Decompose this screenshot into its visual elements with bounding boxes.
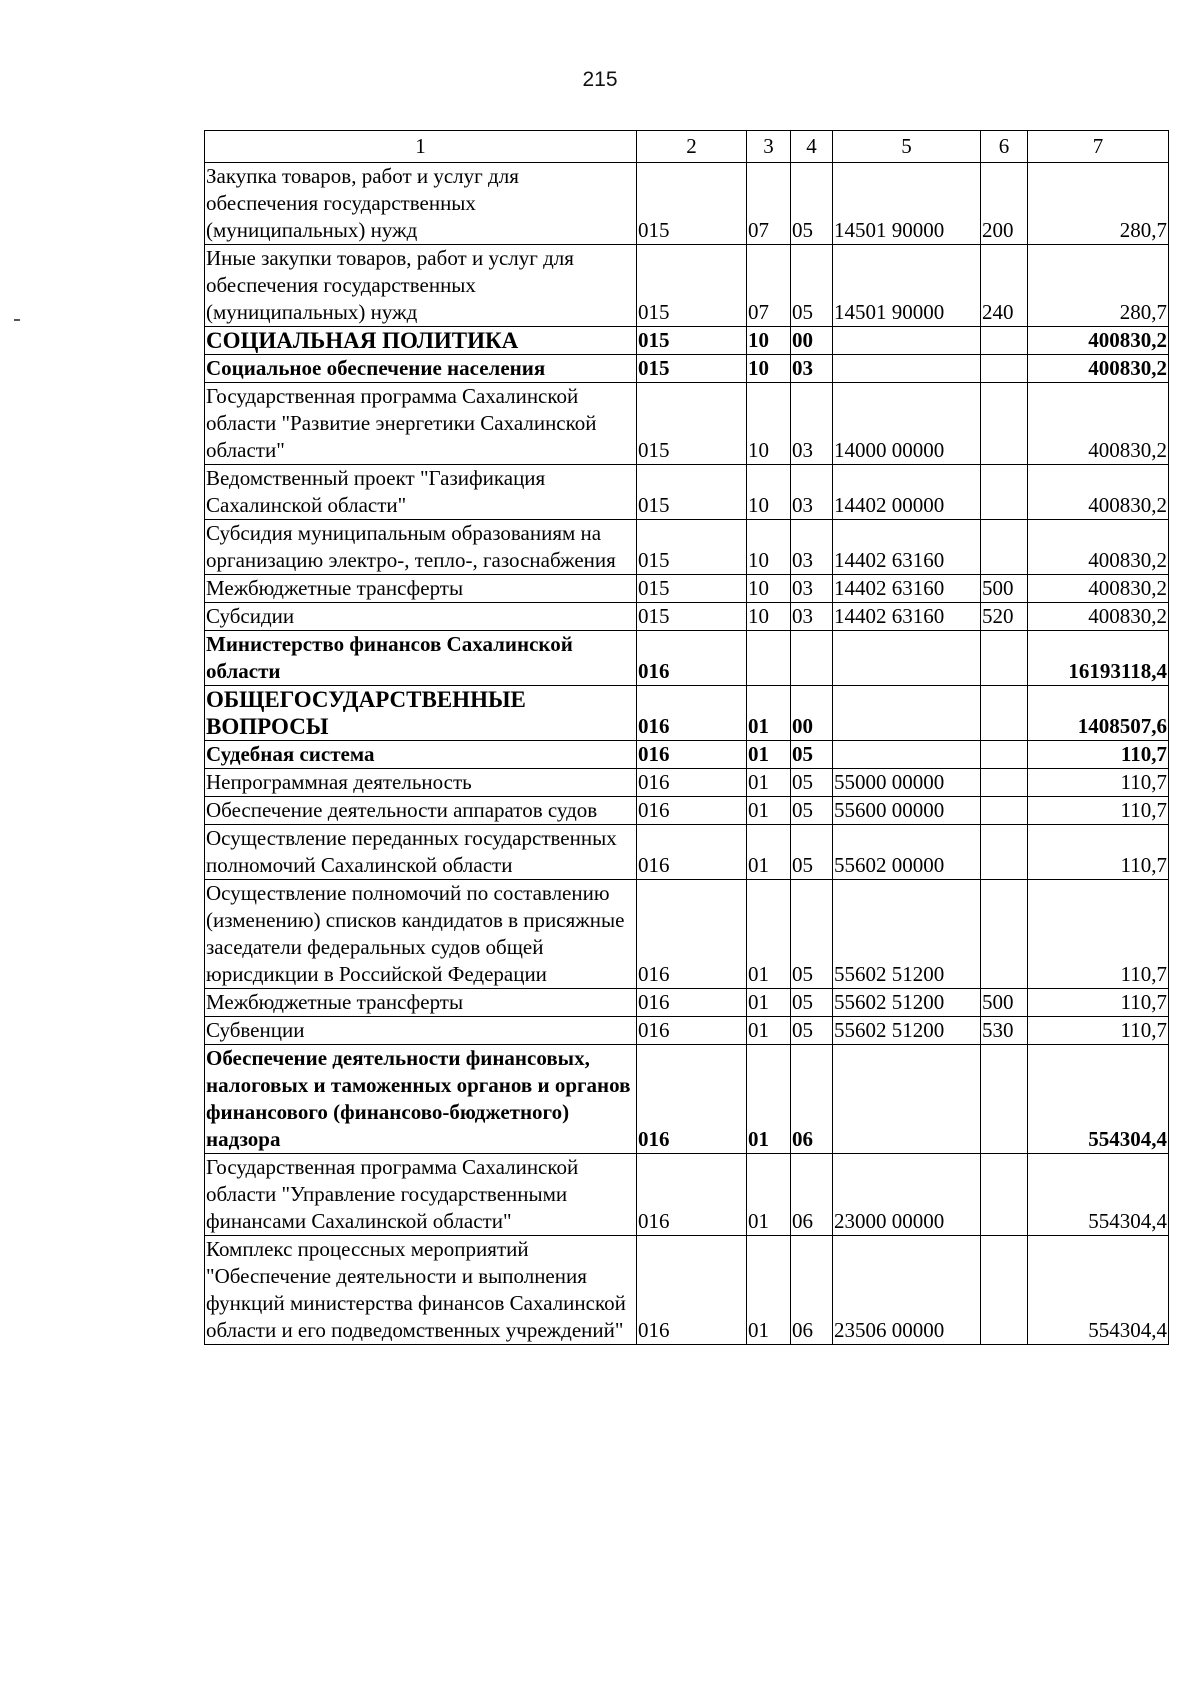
row-col-4: 05 [791, 163, 833, 245]
row-col-3: 01 [747, 797, 791, 825]
row-name: Субсидии [205, 603, 637, 631]
header-col-2: 2 [637, 131, 747, 163]
row-name: ОБЩЕГОСУДАРСТВЕННЫЕ ВОПРОСЫ [205, 686, 637, 741]
row-col-6 [981, 1154, 1028, 1236]
row-name: Обеспечение деятельности аппаратов судов [205, 797, 637, 825]
row-col-3: 10 [747, 520, 791, 575]
table-row [205, 1236, 1169, 1345]
row-col-3: 07 [747, 163, 791, 245]
row-amount: 400830,2 [1028, 603, 1169, 631]
table-row [205, 686, 1169, 741]
row-col-4: 03 [791, 575, 833, 603]
row-col-4: 05 [791, 797, 833, 825]
row-col-6 [981, 465, 1028, 520]
row-col-2: 016 [637, 880, 747, 989]
row-col-4: 03 [791, 520, 833, 575]
row-col-3: 10 [747, 575, 791, 603]
row-col-2: 015 [637, 245, 747, 327]
row-col-2: 015 [637, 163, 747, 245]
row-col-2: 015 [637, 355, 747, 383]
row-col-4: 05 [791, 880, 833, 989]
row-name: Государственная программа Сахалинской области "Управление государственными финансами Сахалинской области" [205, 1154, 637, 1236]
table-row [205, 603, 1169, 631]
row-col-6: 530 [981, 1017, 1028, 1045]
row-amount: 110,7 [1028, 989, 1169, 1017]
row-col-3: 01 [747, 989, 791, 1017]
row-col-5: 14402 63160 [833, 520, 981, 575]
margin-mark [14, 319, 20, 321]
row-col-2: 016 [637, 1154, 747, 1236]
row-col-3: 01 [747, 769, 791, 797]
row-amount: 400830,2 [1028, 465, 1169, 520]
row-col-4: 05 [791, 825, 833, 880]
row-amount: 110,7 [1028, 880, 1169, 989]
row-name: Социальное обеспечение населения [205, 355, 637, 383]
row-col-5 [833, 741, 981, 769]
row-col-5: 14000 00000 [833, 383, 981, 465]
row-col-5: 23000 00000 [833, 1154, 981, 1236]
row-col-5: 55600 00000 [833, 797, 981, 825]
row-name: Комплекс процессных мероприятий "Обеспечение деятельности и выполнения функций министерства финансов Сахалинской области и его подведомственных учреждений" [205, 1236, 637, 1345]
row-col-6 [981, 327, 1028, 355]
row-name: Судебная система [205, 741, 637, 769]
row-amount: 110,7 [1028, 741, 1169, 769]
row-col-4: 00 [791, 686, 833, 741]
row-amount: 400830,2 [1028, 520, 1169, 575]
page-number: 215 [582, 68, 618, 91]
row-name: Непрограммная деятельность [205, 769, 637, 797]
row-col-3: 01 [747, 1017, 791, 1045]
row-name: Межбюджетные трансферты [205, 575, 637, 603]
row-col-3: 01 [747, 825, 791, 880]
row-col-5 [833, 355, 981, 383]
row-col-6: 240 [981, 245, 1028, 327]
row-col-6: 520 [981, 603, 1028, 631]
row-col-5 [833, 686, 981, 741]
row-col-3: 01 [747, 1236, 791, 1345]
row-col-6 [981, 383, 1028, 465]
table-row [205, 825, 1169, 880]
row-col-2: 016 [637, 989, 747, 1017]
row-col-2: 016 [637, 797, 747, 825]
header-col-6: 6 [981, 131, 1028, 163]
row-col-2: 016 [637, 825, 747, 880]
header-col-3: 3 [747, 131, 791, 163]
row-col-3: 01 [747, 1154, 791, 1236]
row-col-5: 55000 00000 [833, 769, 981, 797]
row-amount: 110,7 [1028, 769, 1169, 797]
row-amount: 554304,4 [1028, 1045, 1169, 1154]
row-name: Обеспечение деятельности финансовых, налоговых и таможенных органов и органов финансового (финансово-бюджетного) надзора [205, 1045, 637, 1154]
row-amount: 110,7 [1028, 797, 1169, 825]
row-col-6: 200 [981, 163, 1028, 245]
row-col-6 [981, 769, 1028, 797]
row-col-6 [981, 686, 1028, 741]
row-col-2: 015 [637, 465, 747, 520]
table-row [205, 245, 1169, 327]
table-body [205, 163, 1169, 1345]
row-col-4: 06 [791, 1154, 833, 1236]
row-amount: 554304,4 [1028, 1236, 1169, 1345]
row-col-3: 01 [747, 1045, 791, 1154]
header-col-4: 4 [791, 131, 833, 163]
row-col-2: 016 [637, 686, 747, 741]
table-row [205, 575, 1169, 603]
row-col-4: 03 [791, 355, 833, 383]
row-col-4: 03 [791, 383, 833, 465]
row-col-3: 01 [747, 880, 791, 989]
row-col-4: 03 [791, 603, 833, 631]
row-col-2: 015 [637, 383, 747, 465]
row-col-4: 06 [791, 1236, 833, 1345]
row-col-3: 10 [747, 355, 791, 383]
row-col-2: 016 [637, 769, 747, 797]
table-header-row [205, 131, 1169, 163]
row-col-6 [981, 631, 1028, 686]
row-col-2: 015 [637, 327, 747, 355]
table-row [205, 989, 1169, 1017]
table-row [205, 465, 1169, 520]
row-col-5: 23506 00000 [833, 1236, 981, 1345]
table-row [205, 741, 1169, 769]
row-col-2: 015 [637, 603, 747, 631]
row-col-2: 015 [637, 575, 747, 603]
row-col-4: 03 [791, 465, 833, 520]
row-col-6 [981, 880, 1028, 989]
row-col-4: 05 [791, 769, 833, 797]
budget-table [204, 130, 1169, 1345]
row-col-5: 55602 51200 [833, 880, 981, 989]
row-name: Ведомственный проект "Газификация Сахалинской области" [205, 465, 637, 520]
table-row [205, 1017, 1169, 1045]
row-col-4: 05 [791, 1017, 833, 1045]
row-amount: 1408507,6 [1028, 686, 1169, 741]
row-amount: 554304,4 [1028, 1154, 1169, 1236]
row-name: Государственная программа Сахалинской области "Развитие энергетики Сахалинской области" [205, 383, 637, 465]
row-name: Субсидия муниципальным образованиям на организацию электро-, тепло-, газоснабжения [205, 520, 637, 575]
row-col-5: 55602 51200 [833, 1017, 981, 1045]
row-name: Министерство финансов Сахалинской области [205, 631, 637, 686]
row-col-6 [981, 825, 1028, 880]
row-name: Субвенции [205, 1017, 637, 1045]
row-col-2: 016 [637, 631, 747, 686]
table-row [205, 880, 1169, 989]
row-name: Межбюджетные трансферты [205, 989, 637, 1017]
row-amount: 110,7 [1028, 1017, 1169, 1045]
row-col-6 [981, 520, 1028, 575]
row-col-5: 14402 00000 [833, 465, 981, 520]
row-col-2: 016 [637, 1045, 747, 1154]
row-col-2: 016 [637, 741, 747, 769]
row-col-4: 05 [791, 989, 833, 1017]
row-amount: 400830,2 [1028, 327, 1169, 355]
row-name: Иные закупки товаров, работ и услуг для обеспечения государственных (муниципальных) нужд [205, 245, 637, 327]
table-row [205, 355, 1169, 383]
row-col-5 [833, 1045, 981, 1154]
row-col-4 [791, 631, 833, 686]
row-amount: 400830,2 [1028, 383, 1169, 465]
row-col-5: 14402 63160 [833, 603, 981, 631]
row-col-3: 10 [747, 327, 791, 355]
row-col-6 [981, 1045, 1028, 1154]
row-col-5: 14501 90000 [833, 163, 981, 245]
row-name: Осуществление полномочий по составлению (изменению) списков кандидатов в присяжные заседатели федеральных судов общей юрисдикции в Российской Федерации [205, 880, 637, 989]
row-name: Закупка товаров, работ и услуг для обеспечения государственных (муниципальных) нужд [205, 163, 637, 245]
row-col-6: 500 [981, 989, 1028, 1017]
row-col-5 [833, 327, 981, 355]
row-col-2: 015 [637, 520, 747, 575]
row-amount: 400830,2 [1028, 355, 1169, 383]
table-row [205, 1045, 1169, 1154]
row-amount: 110,7 [1028, 825, 1169, 880]
table-row [205, 383, 1169, 465]
header-col-1: 1 [205, 131, 637, 163]
header-col-5: 5 [833, 131, 981, 163]
row-col-4: 06 [791, 1045, 833, 1154]
row-col-3: 10 [747, 603, 791, 631]
table-row [205, 327, 1169, 355]
row-name: Осуществление переданных государственных полномочий Сахалинской области [205, 825, 637, 880]
row-col-4: 05 [791, 741, 833, 769]
row-col-6 [981, 1236, 1028, 1345]
row-col-3: 07 [747, 245, 791, 327]
row-col-3: 01 [747, 686, 791, 741]
row-col-3: 01 [747, 741, 791, 769]
table-row [205, 520, 1169, 575]
row-col-3: 10 [747, 383, 791, 465]
table-row [205, 1154, 1169, 1236]
row-amount: 16193118,4 [1028, 631, 1169, 686]
row-col-5: 55602 00000 [833, 825, 981, 880]
row-col-2: 016 [637, 1236, 747, 1345]
row-col-6: 500 [981, 575, 1028, 603]
row-col-5: 14501 90000 [833, 245, 981, 327]
row-col-6 [981, 797, 1028, 825]
row-name: СОЦИАЛЬНАЯ ПОЛИТИКА [205, 327, 637, 355]
row-col-6 [981, 355, 1028, 383]
table-row [205, 797, 1169, 825]
row-amount: 400830,2 [1028, 575, 1169, 603]
row-col-3: 10 [747, 465, 791, 520]
header-col-7: 7 [1028, 131, 1169, 163]
row-amount: 280,7 [1028, 245, 1169, 327]
row-col-3 [747, 631, 791, 686]
table-row [205, 769, 1169, 797]
row-col-5 [833, 631, 981, 686]
table-row [205, 631, 1169, 686]
row-col-2: 016 [637, 1017, 747, 1045]
row-col-4: 00 [791, 327, 833, 355]
row-col-5: 55602 51200 [833, 989, 981, 1017]
row-amount: 280,7 [1028, 163, 1169, 245]
row-col-6 [981, 741, 1028, 769]
row-col-4: 05 [791, 245, 833, 327]
table-row [205, 163, 1169, 245]
row-col-5: 14402 63160 [833, 575, 981, 603]
